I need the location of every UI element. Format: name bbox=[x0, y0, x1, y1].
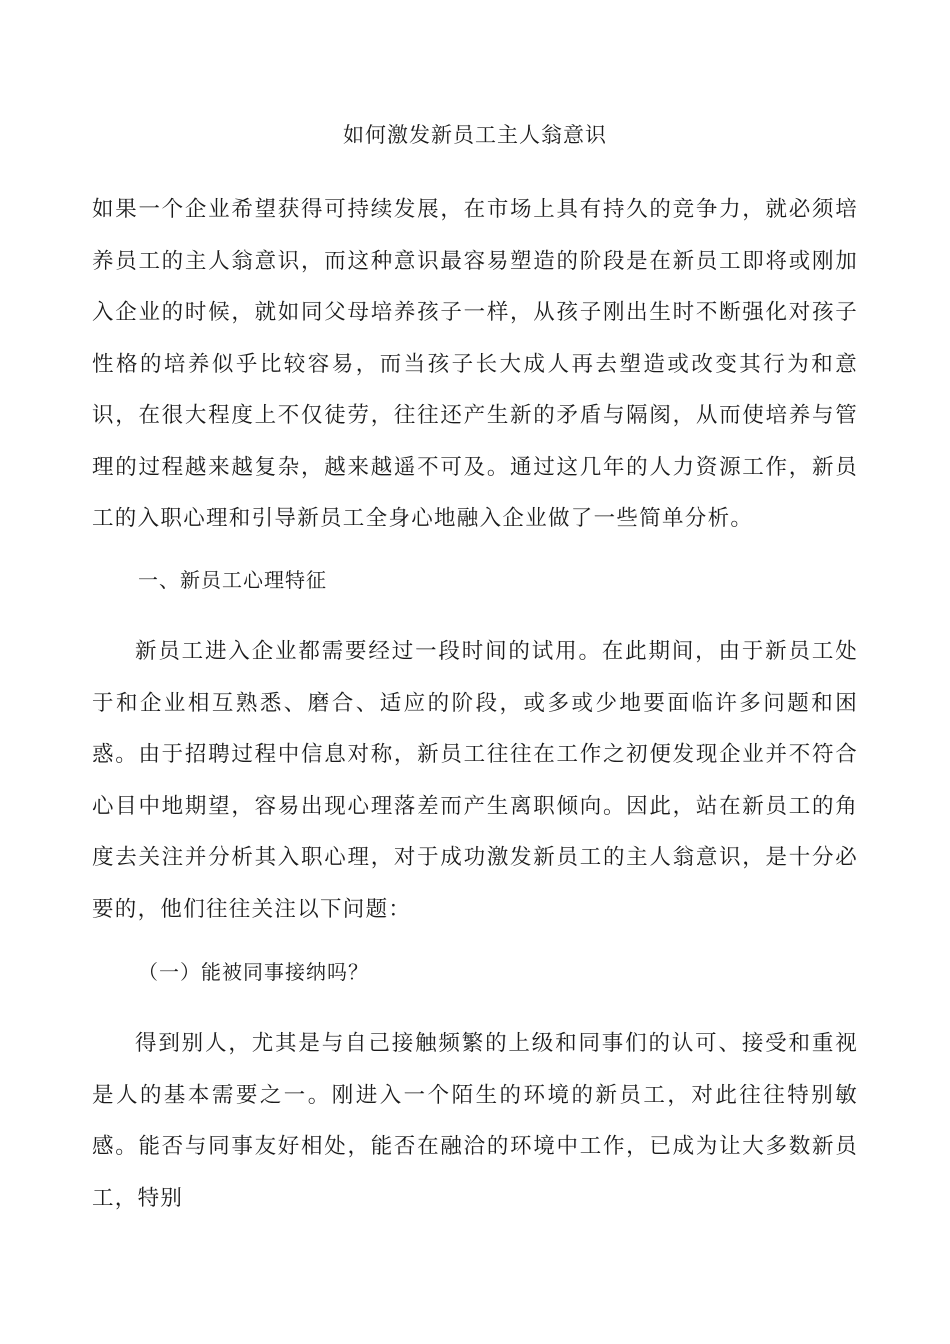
section-paragraph-psychology: 新员工进入企业都需要经过一段时间的试用。在此期间，由于新员工处于和企业相互熟悉、磨合、适应的阶段，或多或少地要面临许多问题和困惑。由于招聘过程中信息对称，新员工往往在工作之初便发现企业并不符合心目中地期望，容易出现心理落差而产生离职倾向。因此，站在新员工的角度去关注并分析其入职心理，对于成功激发新员工的主人翁意识，是十分必要的，他们往往关注以下问题： bbox=[92, 639, 858, 922]
intro-paragraph: 如果一个企业希望获得可持续发展，在市场上具有持久的竞争力，就必须培养员工的主人翁意识，而这种意识最容易塑造的阶段是在新员工即将或刚加入企业的时候，就如同父母培养孩子一样，从孩子刚出生时不断强化对孩子性格的培养似乎比较容易，而当孩子长大成人再去塑造或改变其行为和意识，在很大程度上不仅徒劳，往往还产生新的矛盾与隔阂，从而使培养与管理的过程越来越复杂，越来越遥不可及。通过这几年的人力资源工作，新员工的入职心理和引导新员工全身心地融入企业做了一些简单分析。 bbox=[92, 197, 858, 531]
subsection-paragraph-acceptance: 得到别人，尤其是与自己接触频繁的上级和同事们的认可、接受和重视是人的基本需要之一。刚进入一个陌生的环境的新员工，对此往往特别敏感。能否与同事友好相处，能否在融洽的环境中工作，已成为让大多数新员工，特别 bbox=[92, 1031, 858, 1211]
section-heading-psychology: 一、新员工心理特征 bbox=[138, 568, 327, 592]
subsection-heading-acceptance: （一）能被同事接纳吗？ bbox=[138, 960, 369, 984]
document-title: 如何激发新员工主人翁意识 bbox=[343, 123, 607, 147]
